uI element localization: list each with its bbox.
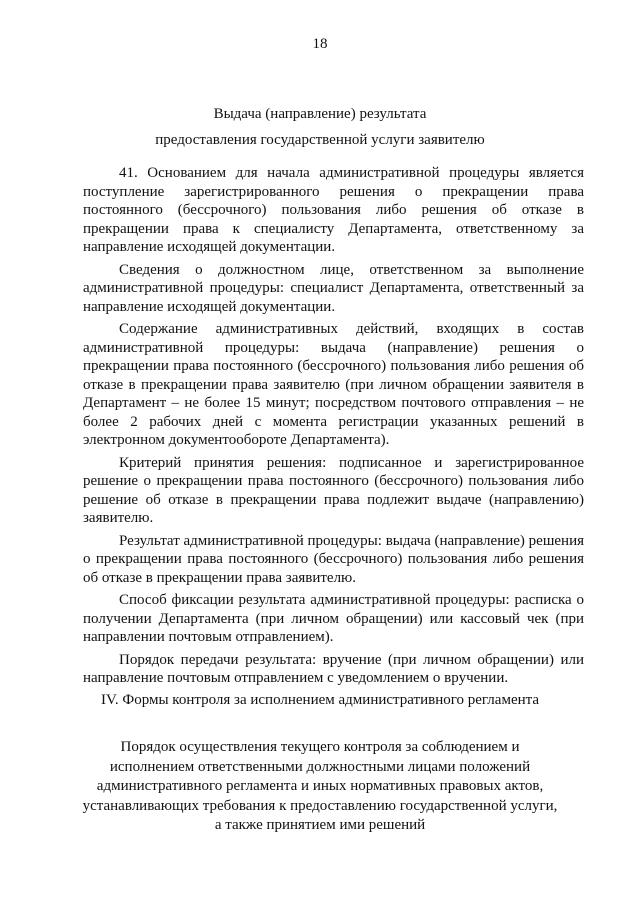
paragraph-procedure-content: Содержание административных действий, входящих в состав административной процедуры: выдача (направление) решения о прекращении права постоянного (бессрочного) пользования либо решения об отказе в прекращении права заявителю (при личном обращении заявителя в Департамент – не более 15 минут; посредством почтового отправления – не более 2 рабочих дней с момента регистрации указанных решений в электронном документообороте Департамента). [83, 321, 584, 448]
page-number: 18 [312, 36, 328, 52]
section-heading-line-2: предоставления государственной услуги заявителю [155, 132, 485, 148]
body-text [83, 164, 584, 692]
paragraph-fixation-method: Способ фиксации результата административной процедуры: расписка о получении Департамента (при личном обращении) или кассовый чек (при направлении почтовым отправлением). [83, 592, 584, 645]
paragraph-responsible-person: Сведения о должностном лице, ответственном за выполнение административной процедуры: специалист Департамента, ответственный за направление исходящей документации. [83, 261, 584, 315]
paragraph-decision-criterion: Критерий принятия решения: подписанное и зарегистрированное решение о прекращении права постоянного (бессрочного) пользования либо решение об отказе в прекращении права подлежит выдаче (направлению) заявителю. [83, 454, 584, 526]
subsection-heading-line: устанавливающих требования к предоставлению государственной услуги, [82, 797, 558, 814]
subsection-heading-line: исполнением ответственными должностными лицами положений [109, 758, 531, 775]
section-heading-line-1: Выдача (направление) результата [213, 106, 427, 122]
section-iv-title: IV. Формы контроля за исполнением административного регламента [100, 692, 540, 708]
paragraph-procedure-result: Результат административной процедуры: выдача (направление) решения о прекращении права постоянного (бессрочного) пользования либо решения об отказе в прекращении права заявителю. [83, 532, 584, 586]
subsection-heading [70, 738, 570, 836]
paragraph-41: 41. Основанием для начала административной процедуры является поступление зарегистрированного решения о прекращении права постоянного (бессрочного) пользования либо решения об отказе в прекращении права к специалисту Департамента, ответственному за направление исходящей документации. [83, 165, 584, 255]
subsection-heading-line: административного регламента и иных нормативных правовых актов, [96, 778, 544, 794]
subsection-heading-line: Порядок осуществления текущего контроля за соблюдением и [120, 739, 520, 755]
paragraph-transfer-order: Порядок передачи результата: вручение (при личном обращении) или направление почтовым отправлением с уведомлением о вручении. [83, 651, 584, 686]
subsection-heading-line: а также принятием ими решений [214, 817, 426, 833]
